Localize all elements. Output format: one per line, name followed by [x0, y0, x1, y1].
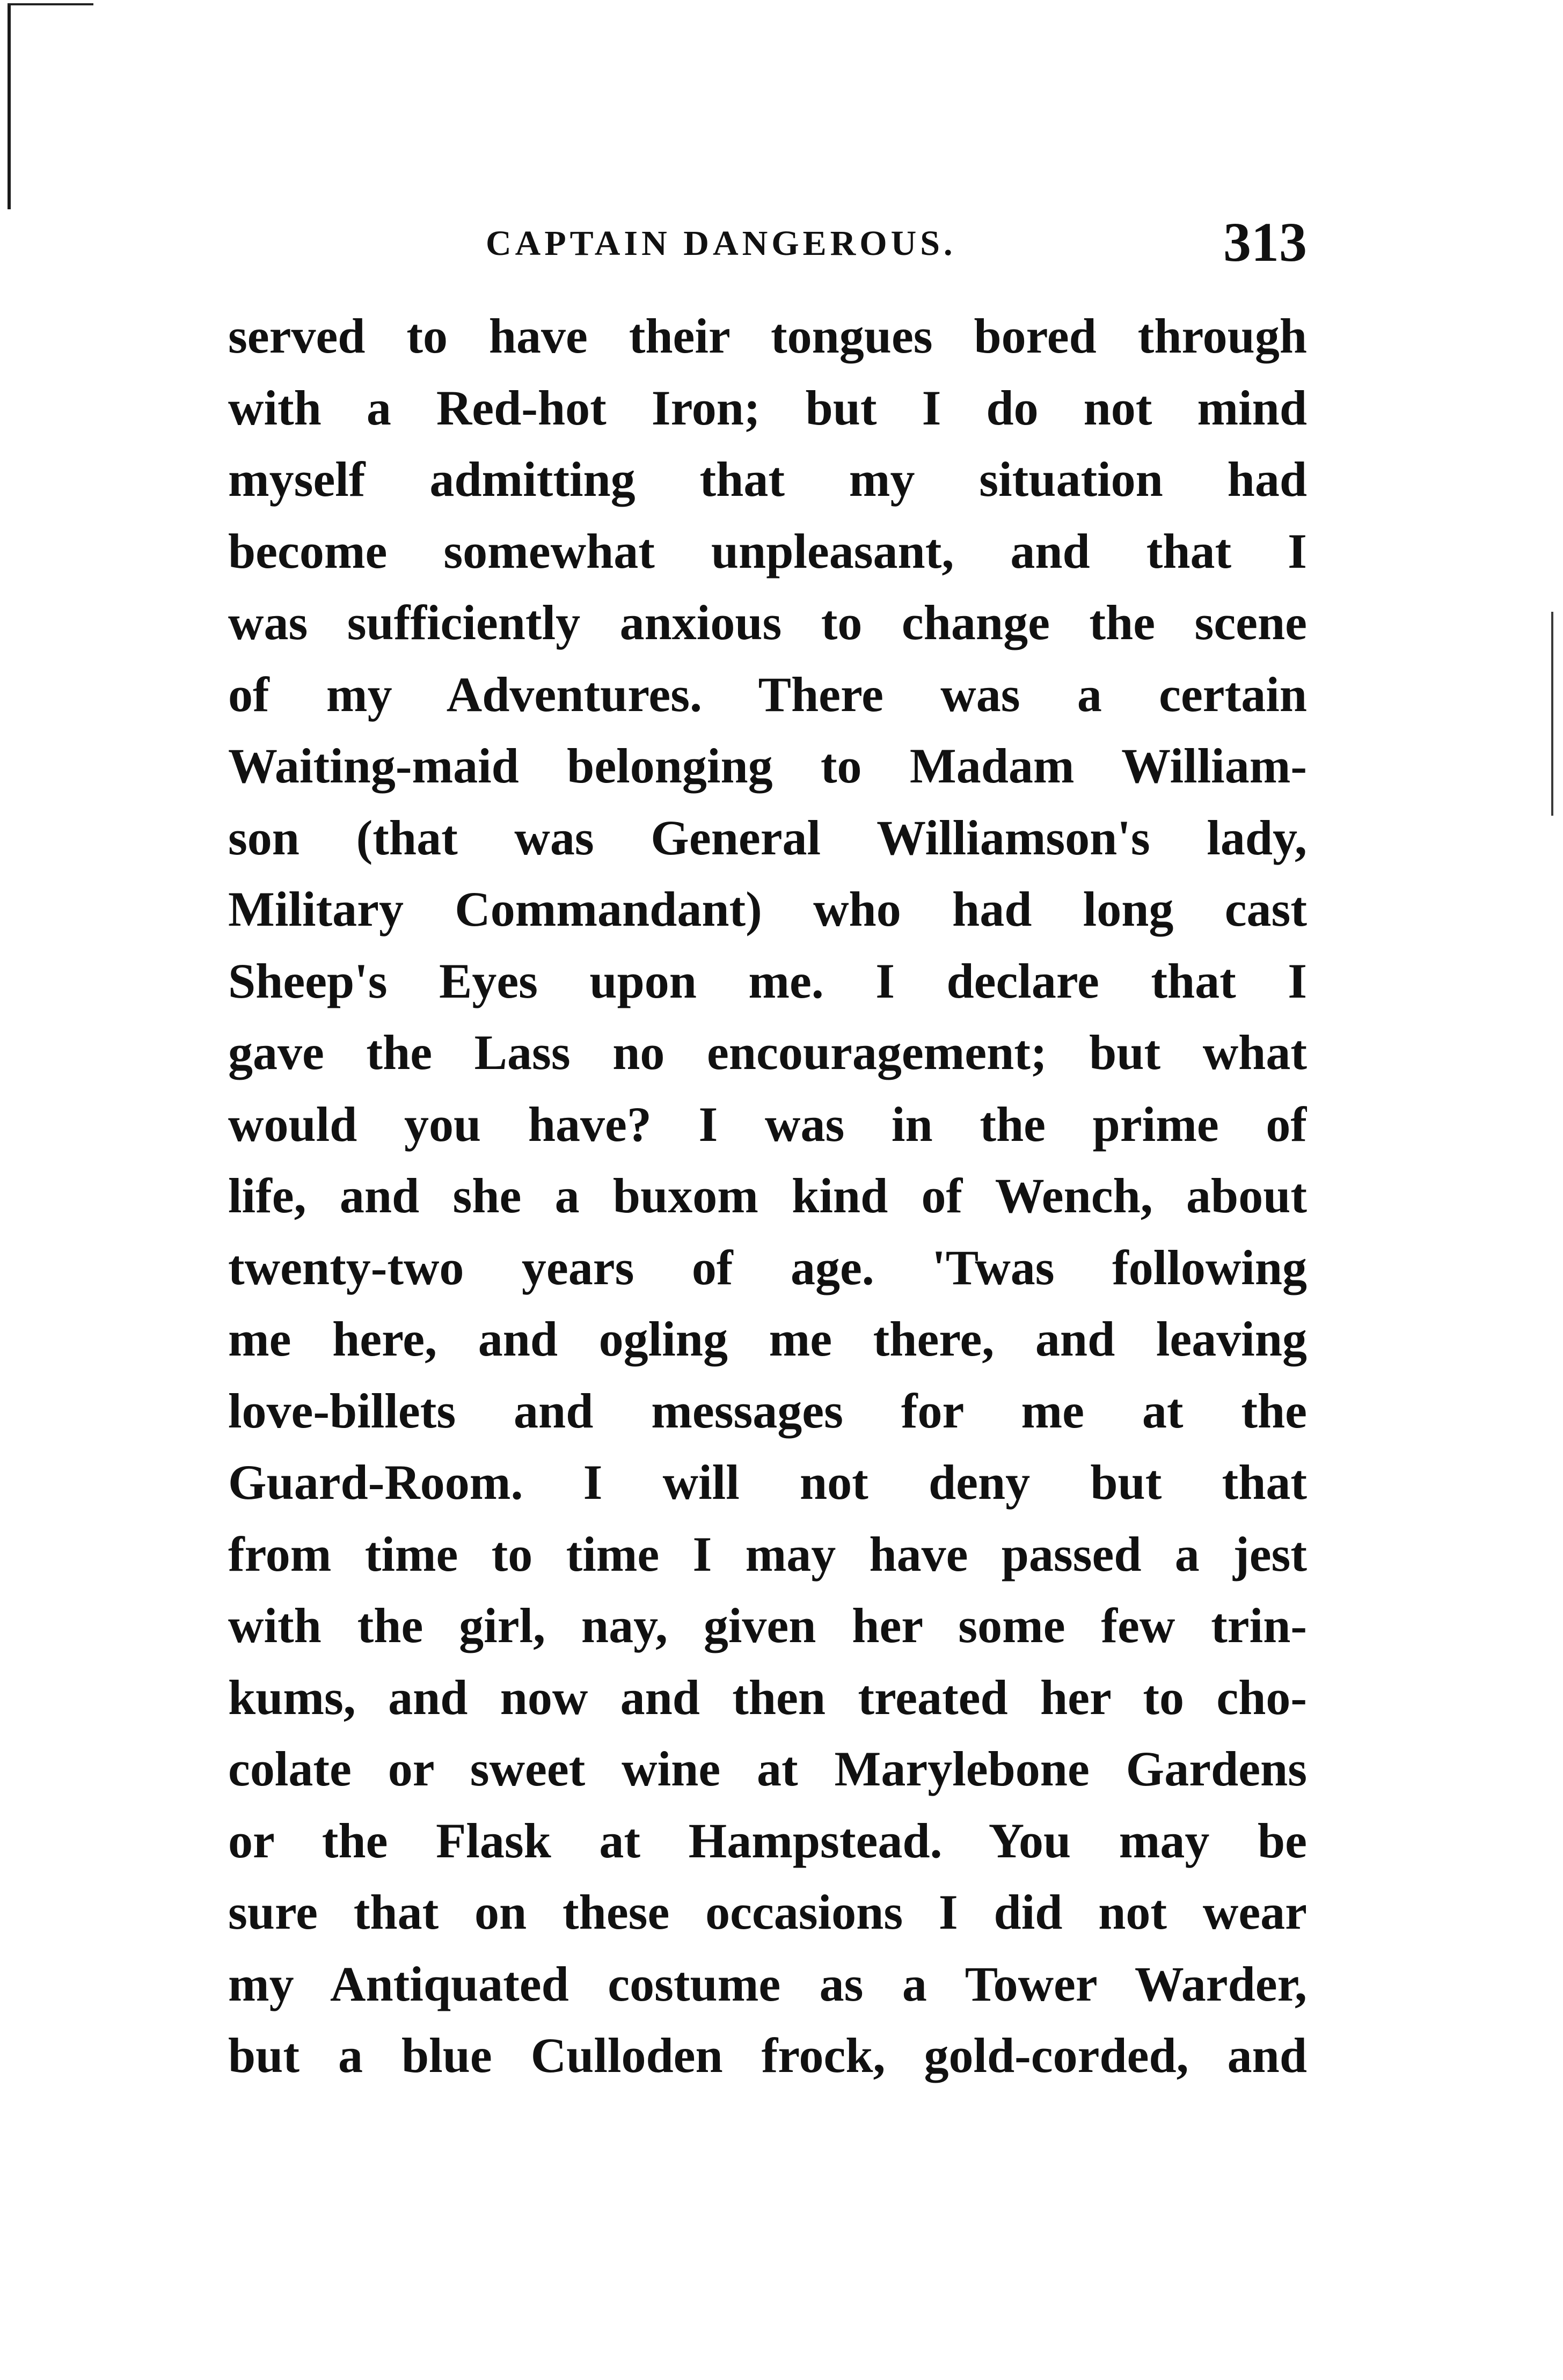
text-line: with a Red-hot Iron; but I do not mind — [228, 380, 1307, 435]
scan-edge-mark — [8, 5, 11, 209]
text-line: but a blue Culloden frock, gold-corded, and — [228, 2028, 1307, 2083]
scan-edge-mark — [8, 3, 93, 5]
text-line: was sufficiently anxious to change the scene — [228, 595, 1307, 650]
body-text — [228, 301, 1307, 2092]
text-line: kums, and now and then treated her to cho- — [228, 1669, 1307, 1725]
text-line: my Antiquated costume as a Tower Warder, — [228, 1956, 1307, 2011]
text-line: love-billets and messages for me at the — [228, 1383, 1307, 1438]
text-line: twenty-two years of age. 'Twas following — [228, 1240, 1307, 1295]
text-line: Sheep's Eyes upon me. I declare that I — [228, 953, 1307, 1008]
text-line: gave the Lass no encouragement; but what — [228, 1025, 1307, 1080]
text-line: life, and she a buxom kind of Wench, about — [228, 1168, 1307, 1223]
running-title: CAPTAIN DANGEROUS. — [486, 224, 956, 263]
text-line: Military Commandant) who had long cast — [228, 882, 1307, 936]
text-line: Waiting-maid belonging to Madam William- — [228, 738, 1307, 793]
text-line: served to have their tongues bored through — [228, 309, 1307, 363]
text-line: myself admitting that my situation had — [228, 452, 1307, 507]
page-header — [228, 210, 1307, 275]
scan-edge-mark — [1551, 612, 1553, 816]
text-line: colate or sweet wine at Marylebone Gardens — [228, 1741, 1307, 1796]
text-line: Guard-Room. I will not deny but that — [228, 1455, 1307, 1510]
text-line: would you have? I was in the prime of — [228, 1096, 1307, 1152]
page-number: 313 — [1223, 211, 1307, 273]
text-line: sure that on these occasions I did not wear — [228, 1885, 1307, 1939]
text-line: from time to time I may have passed a jest — [228, 1526, 1307, 1581]
text-line: or the Flask at Hampstead. You may be — [228, 1813, 1307, 1868]
text-line: son (that was General Williamson's lady, — [228, 810, 1307, 865]
text-line: become somewhat unpleasant, and that I — [228, 523, 1307, 578]
text-line: of my Adventures. There was a certain — [228, 667, 1307, 722]
text-line: with the girl, nay, given her some few trin- — [228, 1598, 1307, 1653]
text-line: me here, and ogling me there, and leaving — [228, 1312, 1307, 1366]
